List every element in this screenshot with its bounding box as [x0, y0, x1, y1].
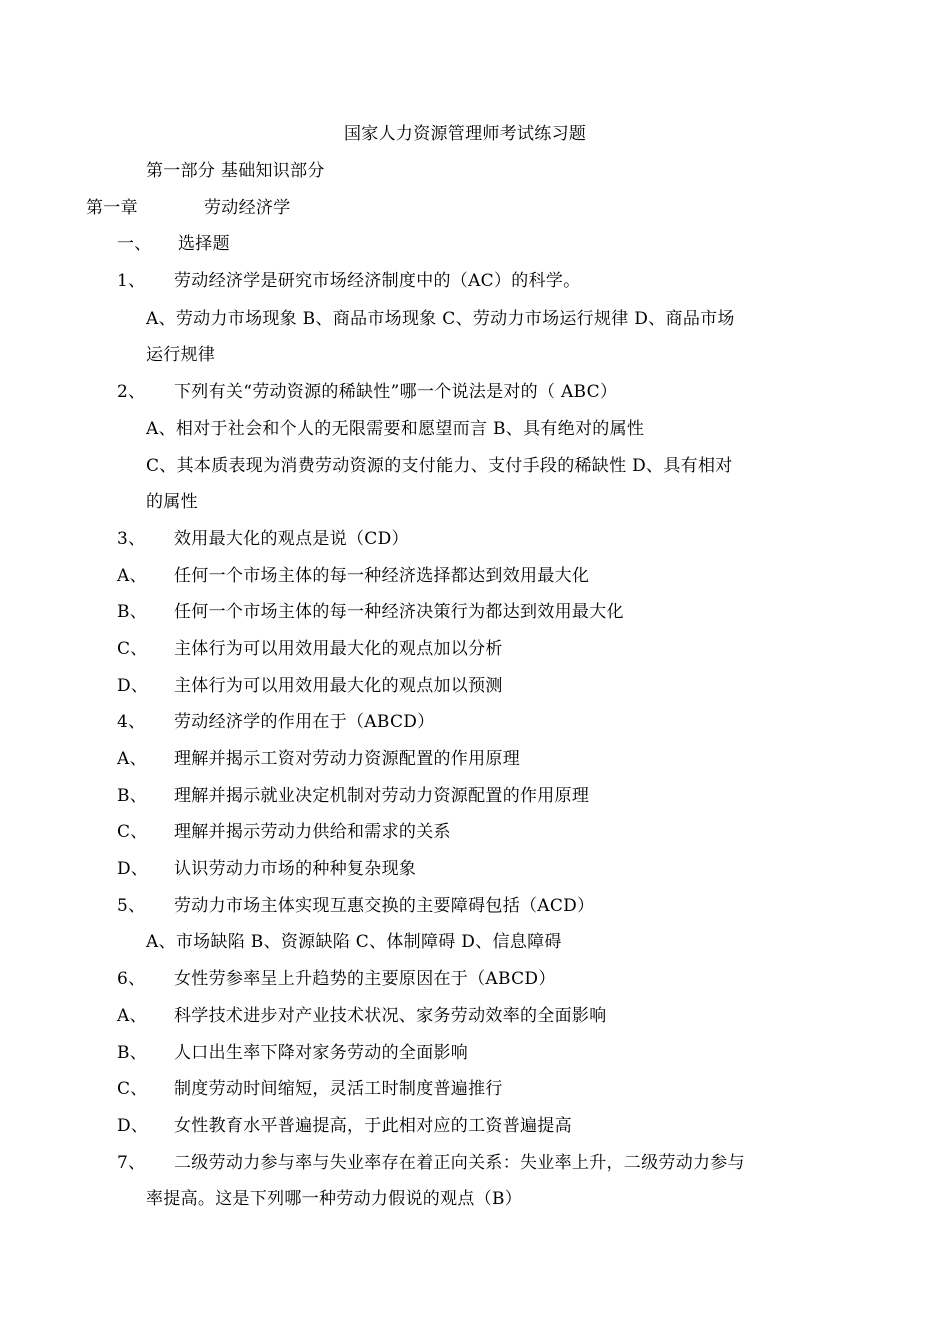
option-text: 主体行为可以用效用最大化的观点加以预测	[174, 676, 503, 696]
chapter-number: 第一章	[86, 198, 138, 218]
question-text: 下列有关“劳动资源的稀缺性”哪一个说法是对的（ ABC）	[174, 382, 618, 402]
option-letter: D、	[117, 1116, 149, 1136]
document-title: 国家人力资源管理师考试练习题	[344, 124, 587, 144]
option-text: 人口出生率下降对家务劳动的全面影响	[174, 1043, 469, 1063]
options-line: C、其本质表现为消费劳动资源的支付能力、支付手段的稀缺性 D、具有相对	[146, 456, 733, 476]
option-letter: B、	[117, 1043, 148, 1063]
option-letter: B、	[117, 602, 148, 622]
question-text: 劳动经济学的作用在于（ABCD）	[174, 712, 435, 732]
question-number: 1、	[117, 271, 146, 291]
option-text: 科学技术进步对产业技术状况、家务劳动效率的全面影响	[174, 1006, 607, 1026]
part-heading: 第一部分 基础知识部分	[146, 161, 325, 181]
option-letter: A、	[117, 566, 147, 586]
option-letter: A、	[117, 749, 147, 769]
options-line: A、市场缺陷 B、资源缺陷 C、体制障碍 D、信息障碍	[146, 932, 562, 952]
options-line: 运行规律	[146, 345, 216, 365]
question-number: 2、	[117, 382, 146, 402]
option-text: 理解并揭示劳动力供给和需求的关系	[174, 822, 451, 842]
options-line: 的属性	[146, 492, 198, 512]
question-number: 7、	[117, 1153, 146, 1173]
question-number: 5、	[117, 896, 146, 916]
option-letter: C、	[117, 822, 148, 842]
section-name: 选择题	[178, 234, 230, 254]
question-text: 劳动经济学是研究市场经济制度中的（AC）的科学。	[174, 271, 581, 291]
options-line: A、相对于社会和个人的无限需要和愿望而言 B、具有绝对的属性	[146, 419, 645, 439]
option-letter: A、	[117, 1006, 147, 1026]
question-number: 4、	[117, 712, 146, 732]
option-text: 理解并揭示工资对劳动力资源配置的作用原理	[174, 749, 520, 769]
option-text: 主体行为可以用效用最大化的观点加以分析	[174, 639, 503, 659]
option-text: 制度劳动时间缩短，灵活工时制度普遍推行	[174, 1079, 503, 1099]
question-text: 二级劳动力参与率与失业率存在着正向关系：失业率上升，二级劳动力参与	[174, 1153, 745, 1173]
chapter-name: 劳动经济学	[204, 198, 291, 218]
option-letter: D、	[117, 859, 149, 879]
option-letter: D、	[117, 676, 149, 696]
option-text: 认识劳动力市场的种种复杂现象	[174, 859, 417, 879]
question-number: 3、	[117, 529, 146, 549]
option-text: 女性教育水平普遍提高，于此相对应的工资普遍提高	[174, 1116, 572, 1136]
options-line: A、劳动力市场现象 B、商品市场现象 C、劳动力市场运行规律 D、商品市场	[146, 309, 735, 329]
question-text: 劳动力市场主体实现互惠交换的主要障碍包括（ACD）	[174, 896, 595, 916]
option-letter: B、	[117, 786, 148, 806]
question-text-continuation: 率提高。这是下列哪一种劳动力假说的观点（B）	[146, 1189, 523, 1209]
question-number: 6、	[117, 969, 146, 989]
option-letter: C、	[117, 639, 148, 659]
question-text: 女性劳参率呈上升趋势的主要原因在于（ABCD）	[174, 969, 556, 989]
option-text: 理解并揭示就业决定机制对劳动力资源配置的作用原理	[174, 786, 590, 806]
section-number: 一、	[117, 234, 152, 254]
option-letter: C、	[117, 1079, 148, 1099]
option-text: 任何一个市场主体的每一种经济选择都达到效用最大化	[174, 566, 590, 586]
option-text: 任何一个市场主体的每一种经济决策行为都达到效用最大化	[174, 602, 624, 622]
question-text: 效用最大化的观点是说（CD）	[174, 529, 409, 549]
